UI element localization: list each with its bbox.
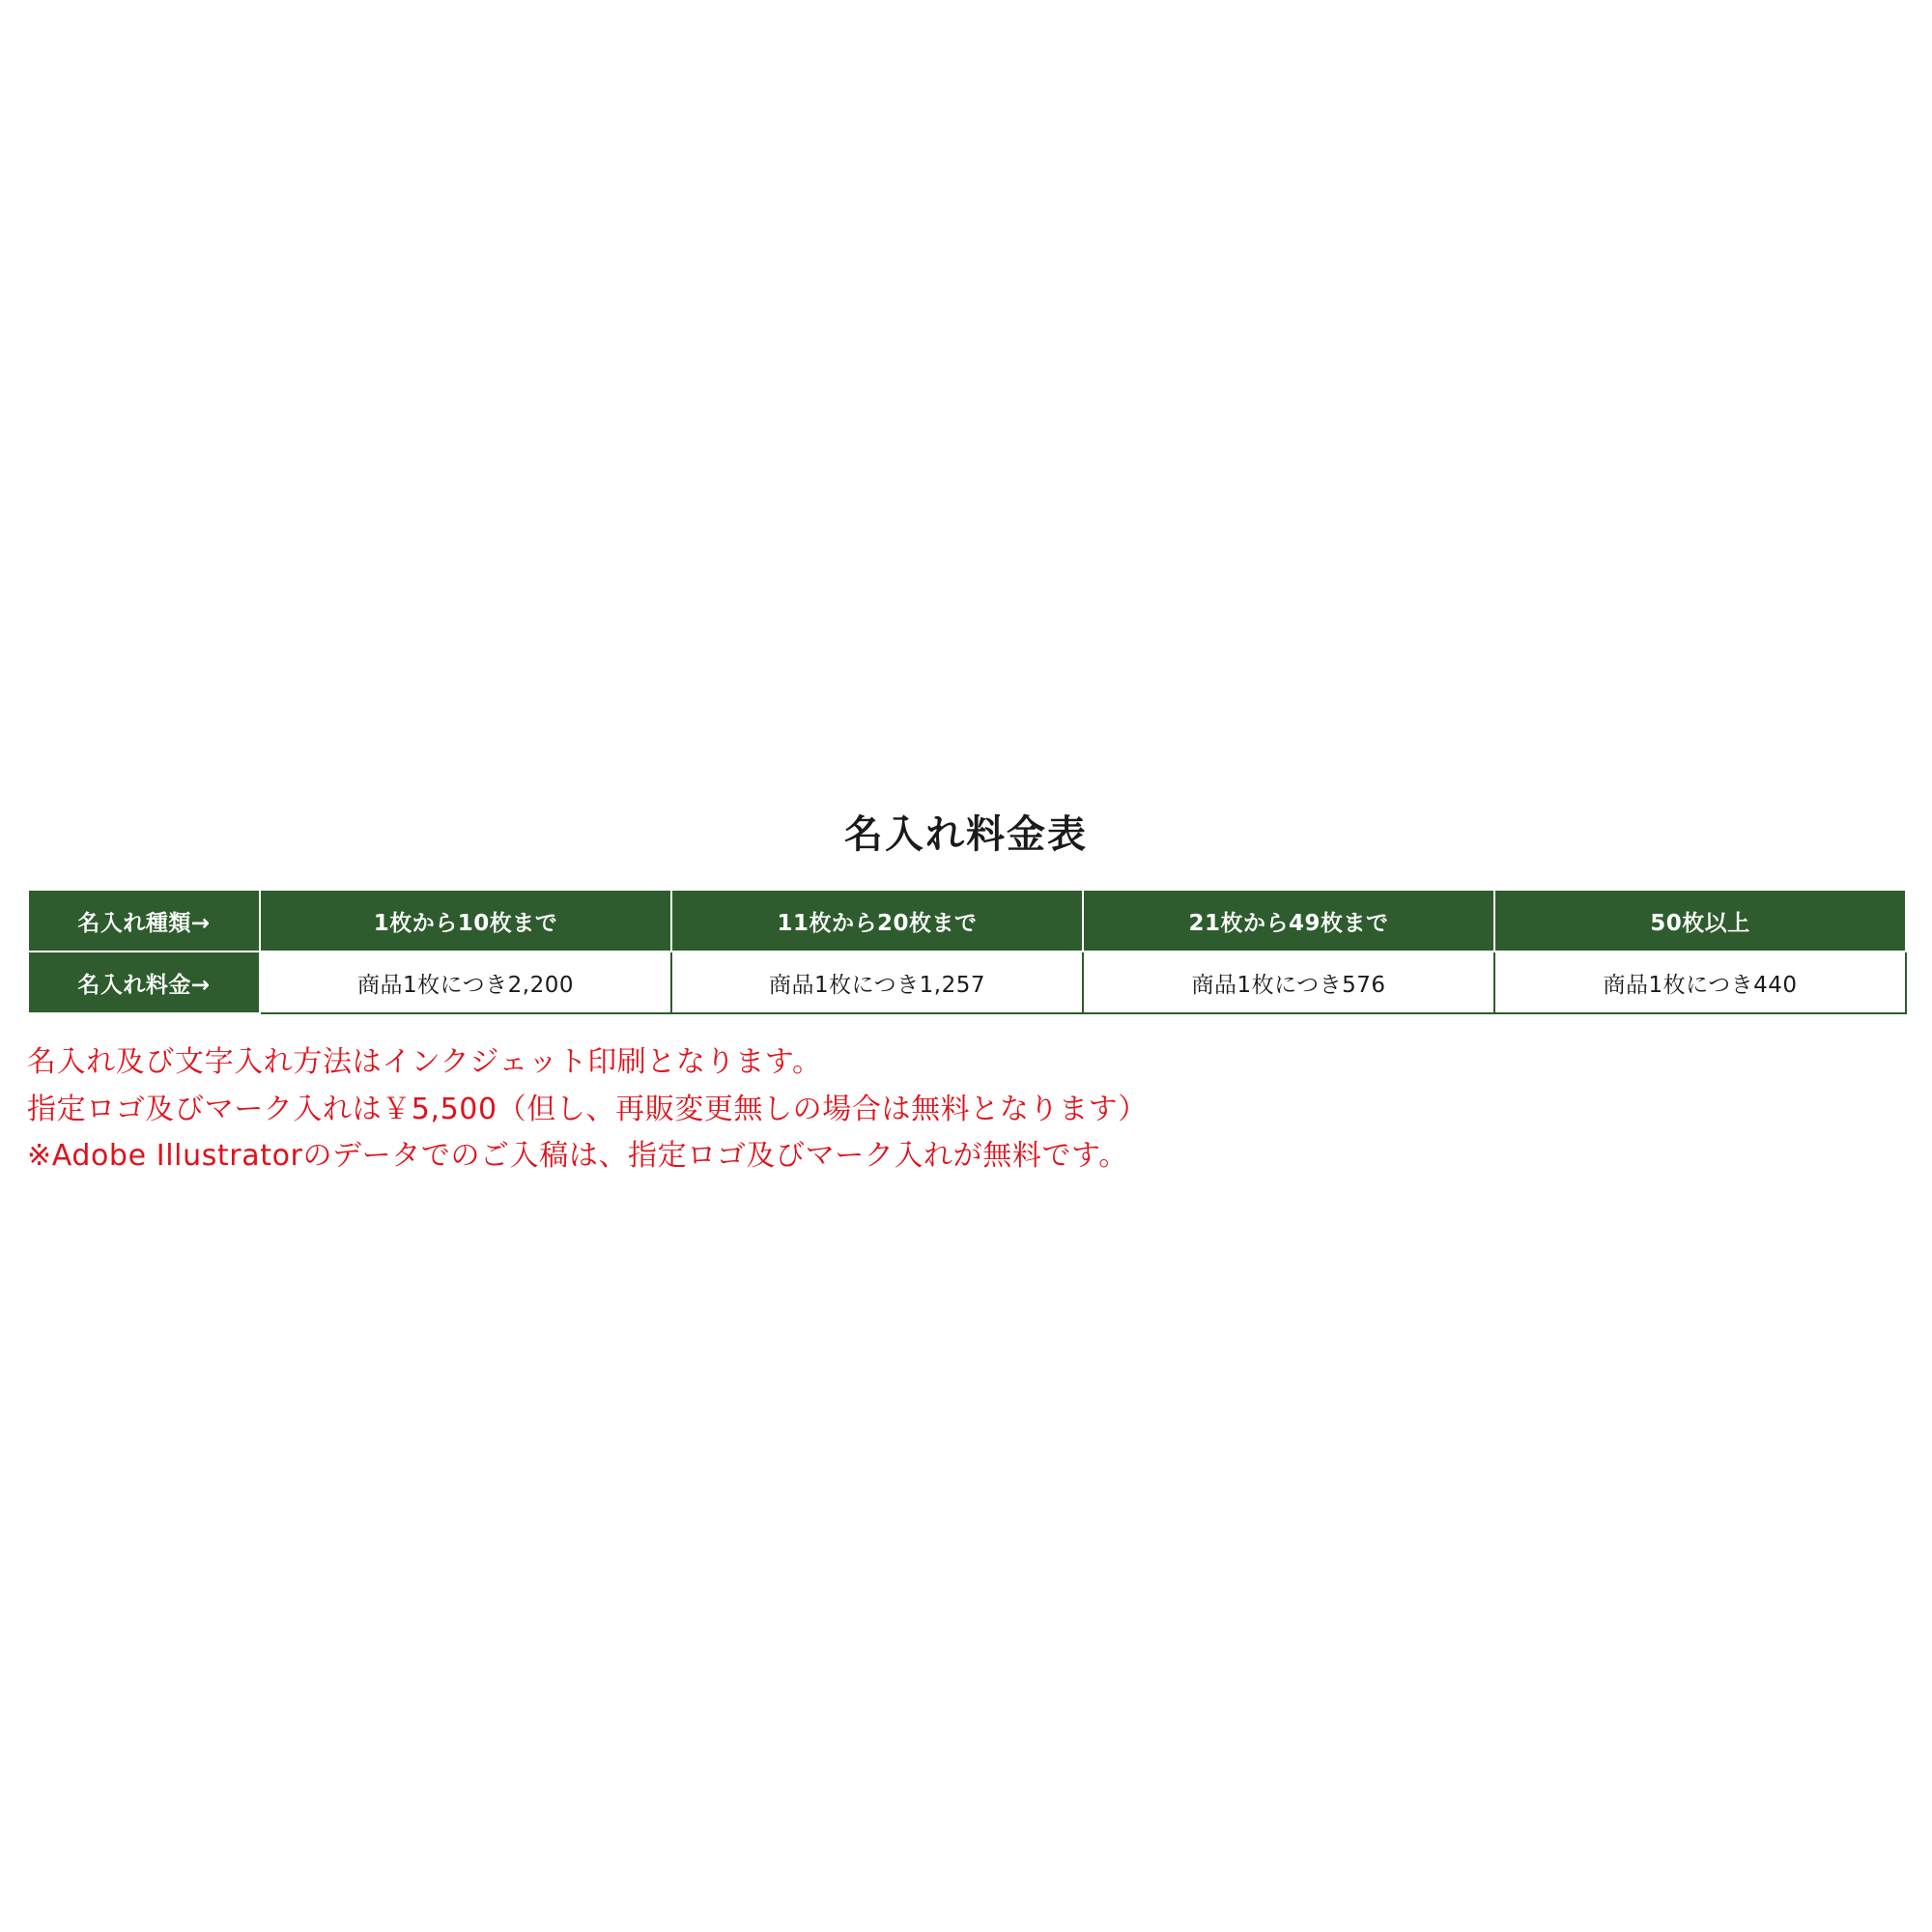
price-cell-1: 商品1枚につき2,200 [260, 952, 671, 1013]
page-title: 名入れ料金表 [844, 812, 1088, 857]
note-line-1: 名入れ及び文字入れ方法はインクジェット印刷となります。 [27, 1045, 822, 1079]
pricing-section [27, 811, 1905, 1180]
header-col-4: 50枚以上 [1494, 890, 1906, 952]
notes-block [27, 1039, 1905, 1180]
price-cell-4: 商品1枚につき440 [1494, 952, 1906, 1013]
header-col-3: 21枚から49枚まで [1083, 890, 1494, 952]
price-row-label: 名入れ料金→ [28, 952, 260, 1013]
table-header-row [28, 890, 1906, 952]
note-line-3: ※Adobe Illustratorのデータでのご入稿は、指定ロゴ及びマーク入れが無料です。 [27, 1139, 1128, 1174]
header-col-2: 11枚から20枚まで [671, 890, 1083, 952]
header-row-label: 名入れ種類→ [28, 890, 260, 952]
price-cell-2: 商品1枚につき1,257 [671, 952, 1083, 1013]
price-cell-3: 商品1枚につき576 [1083, 952, 1494, 1013]
header-col-1: 1枚から10枚まで [260, 890, 671, 952]
table-row [28, 952, 1906, 1013]
note-line-2: 指定ロゴ及びマーク入れは￥5,500（但し、再販変更無しの場合は無料となります） [27, 1092, 1148, 1126]
naire-price-table [27, 889, 1907, 1014]
